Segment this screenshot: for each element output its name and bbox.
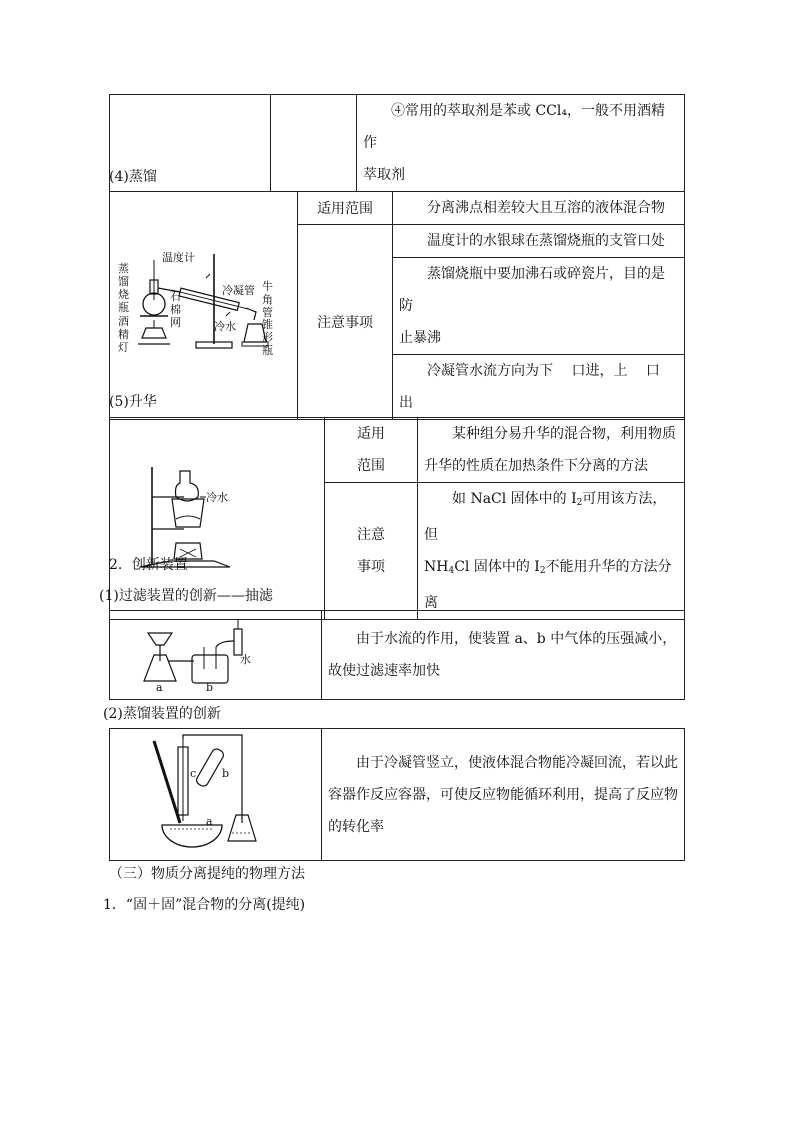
- sublime-scope-label-2: 范围: [357, 458, 385, 474]
- sublime-notes-text-2: $NH_4Cl$ 固体中的 $I_2$不能用升华的方法分离: [424, 559, 672, 611]
- label-adapter: [262, 279, 273, 319]
- filter-table: [109, 610, 685, 700]
- sublime-scope-text-1: 某种组分易升华的混合物，利用物质: [452, 426, 676, 442]
- top-table-cell-3: [357, 95, 685, 192]
- distill-scope-text: 分离沸点相差较大且互溶的液体混合物: [427, 200, 665, 216]
- filter-text-1: 由于水流的作用，使装置 a、b 中气体的压强减小，: [356, 631, 677, 647]
- label-filter-water: 水: [240, 653, 251, 666]
- distillation-apparatus-figure: [110, 208, 298, 400]
- label-reflux-a: a: [206, 815, 213, 828]
- label-flask: [118, 261, 129, 314]
- top-table-text-2: 萃取剂: [363, 167, 405, 183]
- sublime-notes-label-cell: [325, 483, 418, 620]
- distill-innovation-text-1: 由于冷凝管竖立，使液体混合物能冷凝回流，若以此: [356, 754, 678, 771]
- distill-heading: (4)蒸馏: [109, 169, 157, 185]
- sublime-notes-text-cell: [418, 483, 685, 620]
- distill-note3-line2: 出: [399, 395, 413, 411]
- distill-figure-cell: [110, 192, 298, 420]
- distill-note2-cell: [393, 258, 685, 355]
- label-condenser: 冷凝管: [222, 283, 255, 297]
- filter-heading: (1)过滤装置的创新——抽滤: [99, 588, 273, 604]
- distill-table: [109, 191, 685, 420]
- distill-note3-cell: [393, 355, 685, 420]
- top-table-cell-2: [271, 95, 357, 192]
- label-cold-water: 冷水: [214, 319, 236, 333]
- sublime-scope-label-cell: [325, 418, 418, 483]
- innovation-heading: 2．创新装置: [109, 557, 188, 573]
- label-sublime-cold-water: 冷水: [206, 490, 228, 504]
- distill-innovation-figure-cell: [110, 729, 322, 861]
- filter-text-cell: [322, 611, 685, 700]
- distill-scope-text-cell: [393, 192, 685, 225]
- distill-note1: 温度计的水银球在蒸馏烧瓶的支管口处: [427, 233, 665, 249]
- section-three-heading: （三）物质分离提纯的物理方法: [109, 866, 305, 882]
- svg-text:形: 形: [262, 330, 273, 344]
- top-table-text-1: ④常用的萃取剂是苯或 CCl₄，一般不用酒精作: [363, 103, 665, 151]
- distill-innovation-heading: (2)蒸馏装置的创新: [103, 706, 221, 722]
- distill-notes-label: 注意事项: [298, 225, 393, 420]
- label-reflux-b: b: [222, 767, 230, 780]
- svg-text:酒: 酒: [118, 314, 129, 328]
- sublime-scope-text-2: 升华的性质在加热条件下分离的方法: [424, 458, 648, 474]
- reflux-apparatus-figure: [110, 729, 322, 856]
- filter-text-2: 故使过滤速率加快: [328, 663, 440, 679]
- svg-text:棉: 棉: [170, 302, 181, 316]
- distill-note2-line1: 蒸馏烧瓶中要加沸石或碎瓷片，目的是防: [399, 266, 665, 314]
- label-filter-a: a: [156, 681, 163, 694]
- distill-innovation-text-3: 的转化率: [328, 818, 384, 835]
- suction-filter-figure: [110, 611, 322, 695]
- svg-text:蒸: 蒸: [118, 261, 129, 275]
- svg-text:网: 网: [170, 315, 181, 329]
- label-erlenmeyer: [262, 317, 273, 357]
- distill-scope-label: 适用范围: [298, 192, 393, 225]
- sublime-scope-text-cell: [418, 418, 685, 483]
- svg-text:锥: 锥: [262, 317, 273, 331]
- distill-note1-cell: [393, 225, 685, 258]
- svg-text:灯: 灯: [118, 340, 129, 354]
- svg-text:馏: 馏: [118, 274, 129, 288]
- section-three-subheading: 1．“固＋固”混合物的分离(提纯): [103, 897, 306, 913]
- sublime-notes-label-2: 事项: [357, 559, 385, 575]
- sublime-scope-label-1: 适用: [357, 426, 385, 442]
- svg-text:瓶: 瓶: [118, 300, 129, 314]
- label-reflux-c: c: [190, 767, 197, 780]
- sublime-notes-text-1: 如 NaCl 固体中的 $I_2$可用该方法，但: [424, 491, 667, 543]
- filter-figure-cell: [110, 611, 322, 700]
- label-asbestos: [170, 290, 181, 329]
- distill-note3-line1: 冷凝管水流方向为下 口进，上 口: [427, 363, 660, 379]
- distill-innovation-text-cell: [322, 729, 685, 861]
- sublime-heading: (5)升华: [109, 394, 157, 410]
- svg-text:烧: 烧: [118, 287, 129, 301]
- sublime-notes-label-1: 注意: [357, 527, 385, 543]
- svg-text:瓶: 瓶: [262, 343, 273, 357]
- svg-text:牛: 牛: [262, 279, 273, 293]
- svg-text:管: 管: [262, 305, 273, 319]
- label-thermometer: 温度计: [162, 250, 195, 264]
- svg-text:角: 角: [262, 292, 273, 306]
- distill-innovation-text-2: 容器作反应容器，可使反应物能循环利用，提高了反应物: [328, 786, 678, 803]
- label-lamp: [118, 315, 129, 354]
- svg-text:石: 石: [170, 289, 181, 303]
- distill-note2-line2: 止暴沸: [399, 330, 441, 346]
- distill-innovation-table: [109, 728, 685, 861]
- svg-text:精: 精: [118, 327, 129, 341]
- top-table: [109, 94, 685, 192]
- label-filter-b: b: [206, 681, 214, 694]
